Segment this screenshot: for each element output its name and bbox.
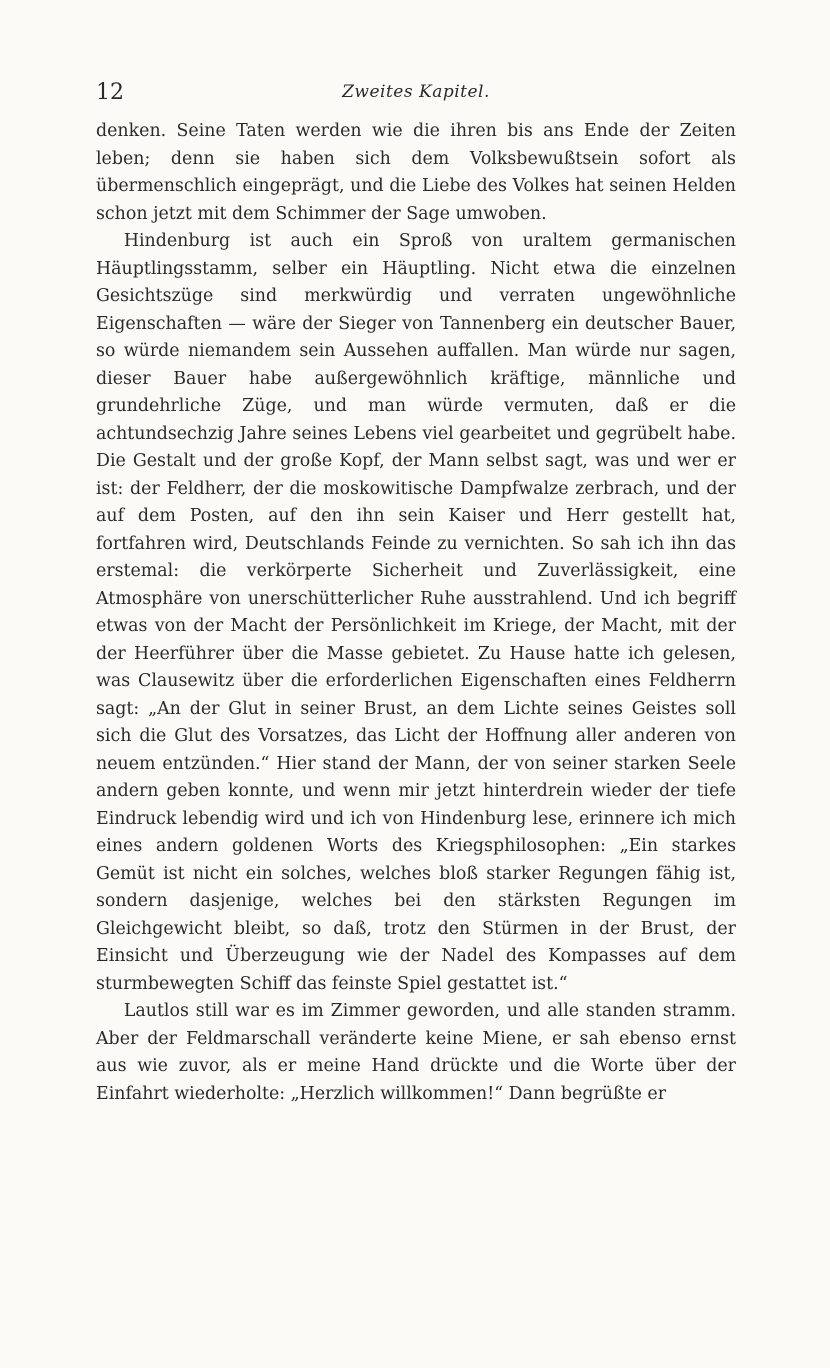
page-header (96, 80, 736, 110)
page-number: 12 (96, 80, 124, 105)
running-head: Zweites Kapitel. (342, 82, 490, 102)
body-text (96, 118, 736, 1108)
paragraph-lautlos: Lautlos still war es im Zimmer geworden, und alle standen stramm. Aber der Feldmarschall veränderte keine Miene, er sah ebenso ernst aus wie zuvor, als er meine Hand drückte und die Worte über der Einfahrt wiederholte: „Herzlich willkommen!“ Dann begrüßte er (96, 1001, 736, 1104)
paragraph-hindenburg: Hindenburg ist auch ein Sproß von uraltem germanischen Häuptlingsstamm, selber ein Häuptling. Nicht etwa die einzelnen Gesichtszüge sind merkwürdig und verraten ungewöhnliche Eigenschaften — wäre der Sieger von Tannenberg ein deutscher Bauer, so würde niemandem sein Aussehen auffallen. Man würde nur sagen, dieser Bauer habe außergewöhnlich kräftige, männliche und grundehrliche Züge, und man würde vermuten, daß er die achtundsechzig Jahre seines Lebens viel gearbeitet und gegrübelt habe. Die Gestalt und der große Kopf, der Mann selbst sagt, was und wer er ist: der Feldherr, der die moskowitische Dampfwalze zerbrach, und der auf dem Posten, auf den ihn sein Kaiser und Herr gestellt hat, fortfahren wird, Deutschlands Feinde zu vernichten. So sah ich ihn das erstemal: die verkörperte Sicherheit und Zuverlässigkeit, eine Atmosphäre von unerschütterlicher Ruhe ausstrahlend. Und ich begriff etwas von der Macht der Persönlichkeit im Kriege, der Macht, mit der der Heerführer über die Masse gebietet. Zu Hause hatte ich gelesen, was Clausewitz über die erforderlichen Eigenschaften eines Feldherrn sagt: „An der Glut in seiner Brust, an dem Lichte seines Geistes soll sich die Glut des Vorsatzes, das Licht der Hoffnung aller anderen von neuem entzünden.“ Hier stand der Mann, der von seiner starken Seele andern geben konnte, und wenn mir jetzt hinterdrein wieder der tiefe Eindruck lebendig wird und ich von Hindenburg lese, erinnere ich mich eines andern goldenen Worts des Kriegsphilosophen: „Ein starkes Gemüt ist nicht ein solches, welches bloß starker Regungen fähig ist, sondern dasjenige, welches bei den stärksten Regungen im Gleichgewicht bleibt, so daß, trotz den Stürmen in der Brust, der Einsicht und Überzeugung wie der Nadel des Kompasses auf dem sturmbewegten Schiff das feinste Spiel gestattet ist.“ (96, 231, 736, 994)
paragraph-continuation: denken. Seine Taten werden wie die ihren bis ans Ende der Zeiten leben; denn sie haben sich dem Volksbewußtsein sofort als übermenschlich eingeprägt, und die Liebe des Volkes hat seinen Helden schon jetzt mit dem Schimmer der Sage umwoben. (96, 121, 736, 224)
